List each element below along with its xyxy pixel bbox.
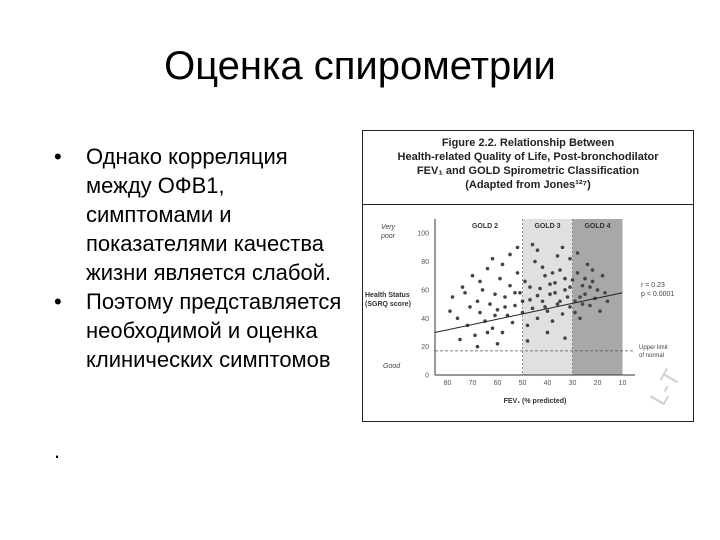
data-point	[501, 331, 505, 335]
data-point	[601, 274, 605, 278]
data-point	[496, 342, 500, 346]
data-point	[458, 338, 462, 342]
data-point	[586, 263, 590, 267]
data-point	[563, 277, 567, 281]
y-tick-label: 100	[417, 230, 429, 238]
data-point	[521, 299, 525, 303]
data-point	[511, 321, 515, 325]
data-point	[493, 314, 497, 318]
data-point	[588, 304, 592, 308]
data-point	[551, 271, 555, 275]
y-tick-label: 20	[421, 344, 429, 352]
y-tick-label: 0	[425, 372, 429, 380]
data-point	[498, 277, 502, 281]
data-point	[576, 251, 580, 255]
data-point	[573, 311, 577, 315]
figure-title-line: (Adapted from Jones¹²⁷)	[465, 179, 591, 191]
bullet-text: Поэтому представляется необходимой и оценка клинических симптомов	[86, 289, 342, 372]
data-point	[481, 288, 485, 292]
bullet-text: Однако корреляция между ОФВ1, симптомами и показателями качества жизни является слабой.	[86, 144, 332, 285]
data-point	[501, 263, 505, 267]
data-point	[491, 257, 495, 261]
data-point	[583, 292, 587, 296]
stats-r-label: r = 0.23	[641, 282, 665, 290]
data-point	[546, 309, 550, 313]
data-point	[578, 295, 582, 299]
x-tick-label: 30	[568, 380, 577, 387]
data-point	[546, 331, 550, 335]
gold-region	[523, 219, 573, 375]
y-tick-label: 60	[421, 287, 429, 295]
data-point	[486, 331, 490, 335]
data-point	[543, 274, 547, 278]
data-point	[558, 299, 562, 303]
good-label: Good	[383, 362, 401, 370]
data-point	[536, 316, 540, 320]
data-point	[538, 287, 542, 291]
data-point	[581, 302, 585, 306]
data-point	[563, 336, 567, 340]
data-point	[456, 316, 460, 320]
data-point	[503, 305, 507, 309]
data-point	[561, 312, 565, 316]
data-point	[596, 288, 600, 292]
data-point	[493, 292, 497, 296]
data-point	[543, 305, 547, 309]
data-point	[518, 291, 522, 295]
figure-title-line: Figure 2.2. Relationship Between	[441, 137, 615, 149]
very-poor-label: poor	[381, 233, 396, 241]
data-point	[513, 291, 517, 295]
data-point	[516, 246, 520, 250]
data-point	[566, 295, 570, 299]
data-point	[561, 246, 565, 250]
data-point	[526, 339, 530, 343]
upper-limit-label: of normal	[639, 352, 665, 359]
data-point	[591, 280, 595, 284]
data-point	[541, 265, 545, 269]
bullet-glyph: •	[54, 289, 62, 314]
data-point	[548, 292, 552, 296]
figure-panel	[362, 130, 694, 422]
upper-limit-label: Upper limit	[639, 344, 668, 351]
figure-title-line: Health-related Quality of Life, Post-bronchodilator	[397, 151, 659, 163]
data-point	[536, 294, 540, 298]
health-status-label: (SGRQ score)	[365, 301, 411, 308]
data-point	[491, 326, 495, 330]
watermark-text: L-T	[644, 365, 687, 410]
data-point	[468, 305, 472, 309]
bullet-list	[54, 142, 354, 374]
data-point	[448, 309, 452, 313]
data-point	[473, 333, 477, 337]
gold-region-label: GOLD 2	[471, 223, 499, 230]
stats-p-label: p < 0.0001	[641, 291, 675, 299]
data-point	[606, 299, 610, 303]
data-point	[553, 281, 557, 285]
data-point	[476, 345, 480, 349]
x-tick-label: 70	[468, 380, 477, 387]
data-point	[478, 280, 482, 284]
data-point	[451, 295, 455, 299]
data-point	[508, 253, 512, 257]
data-point	[578, 316, 582, 320]
very-poor-label: Very	[381, 224, 396, 232]
data-point	[508, 284, 512, 288]
data-point	[551, 319, 555, 323]
data-point	[523, 280, 527, 284]
data-point	[588, 285, 592, 289]
bullet-item	[54, 142, 354, 287]
trailing-text: .	[54, 438, 61, 463]
bullet-glyph: •	[54, 144, 62, 169]
data-point	[558, 268, 562, 272]
data-point	[568, 285, 572, 289]
data-point	[591, 268, 595, 272]
data-point	[528, 285, 532, 289]
figure-header	[363, 131, 693, 205]
figure-title-line: FEV₁ and GOLD Spirometric Classification	[416, 165, 640, 177]
data-point	[533, 260, 537, 264]
data-point	[603, 291, 607, 295]
data-point	[556, 302, 560, 306]
health-status-label: Health Status	[365, 292, 410, 299]
data-point	[583, 277, 587, 281]
data-point	[463, 291, 467, 295]
data-point	[576, 271, 580, 275]
data-point	[571, 278, 575, 282]
data-point	[461, 285, 465, 289]
x-tick-label: 40	[543, 380, 552, 387]
data-point	[553, 291, 557, 295]
y-tick-label: 40	[421, 315, 429, 323]
data-point	[568, 305, 572, 309]
data-point	[513, 304, 517, 308]
gold-region-label: GOLD 4	[584, 223, 611, 230]
data-point	[541, 299, 545, 303]
data-point	[536, 248, 540, 252]
data-point	[548, 282, 552, 286]
data-point	[556, 254, 560, 258]
x-tick-label: 50	[518, 380, 527, 387]
x-axis-label: FEV₁ (% predicted)	[503, 398, 567, 405]
gold-region	[448, 219, 523, 375]
data-point	[496, 308, 500, 312]
data-point	[568, 257, 572, 261]
data-point	[531, 307, 535, 311]
data-point	[598, 309, 602, 313]
data-point	[528, 298, 532, 302]
data-point	[516, 271, 520, 275]
data-point	[488, 302, 492, 306]
data-point	[478, 311, 482, 315]
y-tick-label: 80	[421, 259, 429, 267]
data-point	[563, 288, 567, 292]
data-point	[581, 284, 585, 288]
data-point	[486, 267, 490, 271]
x-tick-label: 10	[618, 380, 627, 387]
data-point	[476, 299, 480, 303]
gold-region-label: GOLD 3	[534, 223, 561, 230]
data-point	[503, 295, 507, 299]
x-tick-label: 60	[493, 380, 502, 387]
scatter-chart	[363, 207, 693, 421]
slide-title: Оценка спирометрии	[164, 44, 556, 88]
x-tick-label: 20	[593, 380, 602, 387]
data-point	[526, 324, 530, 328]
x-tick-label: 80	[443, 380, 452, 387]
bullet-item	[54, 287, 354, 374]
data-point	[531, 243, 535, 247]
data-point	[471, 274, 475, 278]
